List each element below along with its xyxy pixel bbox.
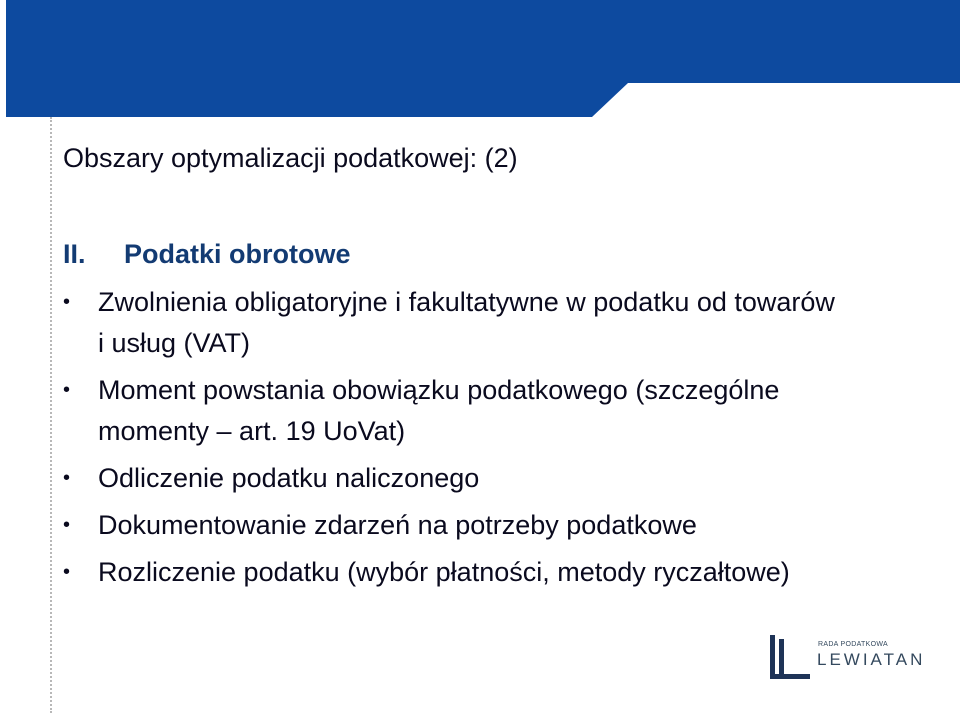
logo-subtitle: RADA PODATKOWA (818, 641, 888, 648)
bullet-text: Moment powstania obowiązku podatkowego (szczególne momenty – art. 19 UoVat) (98, 375, 780, 446)
section-number: II. (63, 239, 86, 269)
bullet-item (63, 370, 843, 452)
lewiatan-logo (768, 633, 926, 683)
section-title: Podatki obrotowe (124, 239, 351, 269)
slide-title: Obszary optymalizacji podatkowej: (2) (63, 143, 518, 173)
lewiatan-logo-icon (768, 633, 814, 683)
bullet-dot-icon: • (63, 291, 71, 313)
bullet-item (63, 552, 843, 593)
bullet-dot-icon: • (63, 514, 71, 536)
bullet-text: Odliczenie podatku naliczonego (98, 463, 480, 493)
bullet-item (63, 458, 843, 499)
bullet-text: Dokumentowanie zdarzeń na potrzeby podatkowe (98, 510, 697, 540)
bullet-list (63, 282, 843, 599)
bullet-text: Rozliczenie podatku (wybór płatności, metody ryczałtowe) (98, 557, 790, 587)
bullet-dot-icon: • (63, 467, 71, 489)
bullet-item (63, 505, 843, 546)
logo-wordmark: LEWIATAN (817, 650, 926, 669)
header-band (6, 0, 960, 117)
left-dotted-divider (50, 117, 52, 713)
bullet-dot-icon: • (63, 561, 71, 583)
bullet-item (63, 282, 843, 364)
bullet-text: Zwolnienia obligatoryjne i fakultatywne w podatku od towarów i usług (VAT) (98, 287, 835, 358)
section-heading (63, 239, 351, 270)
bullet-dot-icon: • (63, 379, 71, 401)
